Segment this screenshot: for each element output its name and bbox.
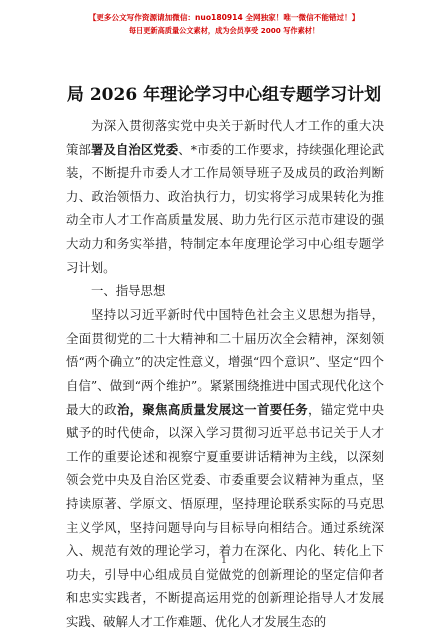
promo-banner xyxy=(0,12,448,36)
section-heading-guiding-ideology: 一、指导思想 xyxy=(91,283,166,299)
page-number: 1 xyxy=(221,556,227,566)
document-title: 局 2026 年理论学习中心组专题学习计划 xyxy=(66,85,382,105)
section1-text-1: 坚持以习近平新时代中国特色社会主义思想为指导，全面贯彻党的二十大精神和二十届历次全会精神，深刻领悟“两个确立”的决定性意义，增强“四个意识”、坚定“四个自信”、做到“两个维护”。紧紧围绕推进中国式现代化这个最大的政 xyxy=(66,307,384,417)
intro-text-2: 、*市委的工作要求，持续强化理论武装，不断提升市委人才工作局领导班子及成员的政治判断力、政治领悟力、政治执行力，切实将学习成果转化为推动全市人才工作高质量发展、助力先行区示范市建设的强大动力和务实举措，特制定本年度理论学习中心组专题学习计划。 xyxy=(66,141,385,275)
promo-banner-line-1: 【更多公文写作资源请加微信：nuo180914 全网独家！唯一微信不能错过！】 xyxy=(88,13,360,22)
intro-text-1: 为深入贯彻落实党中央关于新时代人才工作的重大决策部 xyxy=(66,118,384,157)
section1-bold-text: 治，聚焦高质量发展这一首要任务 xyxy=(116,401,308,417)
intro-bold-text: 署及自治区党委 xyxy=(90,141,179,157)
section1-text-2: ，锚定党中央赋予的时代使命，以深入学习贯彻习近平总书记关于人才工作的重要论述和视察宁夏重要讲话精神为主线，以深刻领会党中央及自治区党委、市委重要会议精神为重点，坚持读原著、学原文、悟原理，坚持理论联系实际的马克思主义学风，坚持问题导向与目标导向相结合。通过系统深入、规范有效的理论学习，着力在深化、内化、转化上下功夫，引导中心组成员自觉做党的创新理论的坚定信仰者和忠实实践者，不断提高运用党的创新理论指导人才发展实践、破解人才工作难题、优化人才发展生态的 xyxy=(66,401,385,629)
promo-banner-line-2: 每日更新高质量公文素材，成为会员享受 2000 写作素材！ xyxy=(128,26,320,35)
intro-paragraph xyxy=(66,114,384,279)
guiding-ideology-paragraph xyxy=(66,303,384,633)
